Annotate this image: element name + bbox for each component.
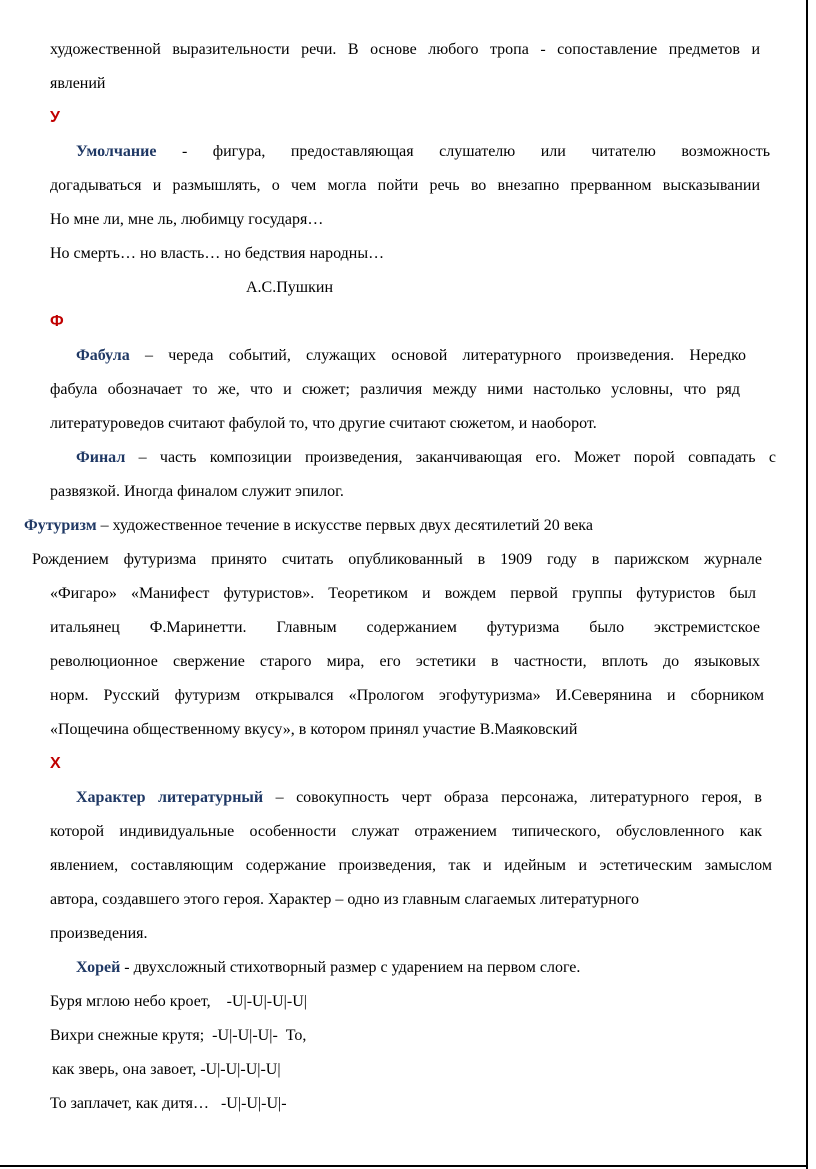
section-letter-h: Х xyxy=(50,755,61,772)
text-span: – часть композиции произведения, заканчивающая его. Может порой совпадать с xyxy=(125,449,776,466)
section-letter-u: У xyxy=(50,109,60,126)
paragraph-final xyxy=(76,448,776,468)
poem-line: Вихри снежные крутя; -U|-U|-U|- То, xyxy=(50,1027,307,1044)
text-line: «Пощечина общественному вкусу», в котором принял участие В.Маяковский xyxy=(50,721,578,738)
text-line: явлением, составляющим содержание произведения, так и идейным и эстетическим замыслом xyxy=(50,857,772,874)
text-span: - фигура, предоставляющая слушателю или читателю возможность xyxy=(156,143,770,160)
text-line: развязкой. Иногда финалом служит эпилог. xyxy=(50,483,344,500)
paragraph-harakter xyxy=(76,788,762,808)
text-line: итальянец Ф.Маринетти. Главным содержанием футуризма было экстремистское xyxy=(50,619,760,636)
text-line: революционное свержение старого мира, его эстетики в частности, вплоть до языковых xyxy=(50,653,760,670)
text-line: «Фигаро» «Манифест футуристов». Теоретиком и вождем первой группы футуристов был xyxy=(50,585,756,602)
paragraph-horey xyxy=(76,958,580,978)
paragraph-umolchanie xyxy=(76,142,770,162)
text-line: художественной выразительности речи. В основе любого тропа - сопоставление предметов и xyxy=(50,41,760,58)
page-border-right xyxy=(806,0,808,1169)
text-line: явлений xyxy=(50,75,106,92)
term-fabula: Фабула xyxy=(76,347,130,364)
text-line: которой индивидуальные особенности служат отражением типического, обусловленного как xyxy=(50,823,762,840)
term-horey: Хорей xyxy=(76,959,121,976)
poem-line: Но смерть… но власть… но бедствия народны… xyxy=(50,245,385,262)
text-line: литературоведов считают фабулой то, что другие считают сюжетом, и наоборот. xyxy=(50,415,597,432)
text-line: произведения. xyxy=(50,925,148,942)
term-futurizm: Футуризм xyxy=(24,517,97,534)
text-line: норм. Русский футуризм открывался «Прологом эгофутуризма» И.Северянина и сборником xyxy=(50,687,764,704)
term-final: Финал xyxy=(76,449,126,466)
text-span: – совокупность черт образа персонажа, литературного героя, в xyxy=(263,789,762,806)
text-line: фабула обозначает то же, что и сюжет; различия между ними настолько условны, что ряд xyxy=(50,381,740,398)
section-letter-f: Ф xyxy=(50,313,64,330)
text-span: - двухсложный стихотворный размер с ударением на первом слоге. xyxy=(120,959,581,976)
poem-author: А.С.Пушкин xyxy=(246,279,333,296)
poem-line: как зверь, она завоет, -U|-U|-U|-U| xyxy=(52,1061,281,1078)
poem-line: Но мне ли, мне ль, любимцу государя… xyxy=(50,211,324,228)
text-span: – художественное течение в искусстве первых двух десятилетий 20 века xyxy=(96,517,593,534)
text-line: Рождением футуризма принято считать опубликованный в 1909 году в парижском журнале xyxy=(32,551,762,568)
term-harakter: Характер литературный xyxy=(76,789,264,806)
page-border-bottom xyxy=(0,1165,808,1167)
paragraph-futurizm xyxy=(24,516,593,536)
text-span: – череда событий, служащих основой литературного произведения. Нередко xyxy=(129,347,746,364)
poem-line: То заплачет, как дитя… -U|-U|-U|- xyxy=(50,1095,287,1112)
paragraph-fabula xyxy=(76,346,746,366)
text-line: автора, создавшего этого героя. Характер – одно из главным слагаемых литературного xyxy=(50,891,640,908)
poem-line: Буря мглою небо кроет, -U|-U|-U|-U| xyxy=(50,993,307,1010)
term-umolchanie: Умолчание xyxy=(76,143,157,160)
text-line: догадываться и размышлять, о чем могла пойти речь во внезапно прерванном высказывании xyxy=(50,177,760,194)
